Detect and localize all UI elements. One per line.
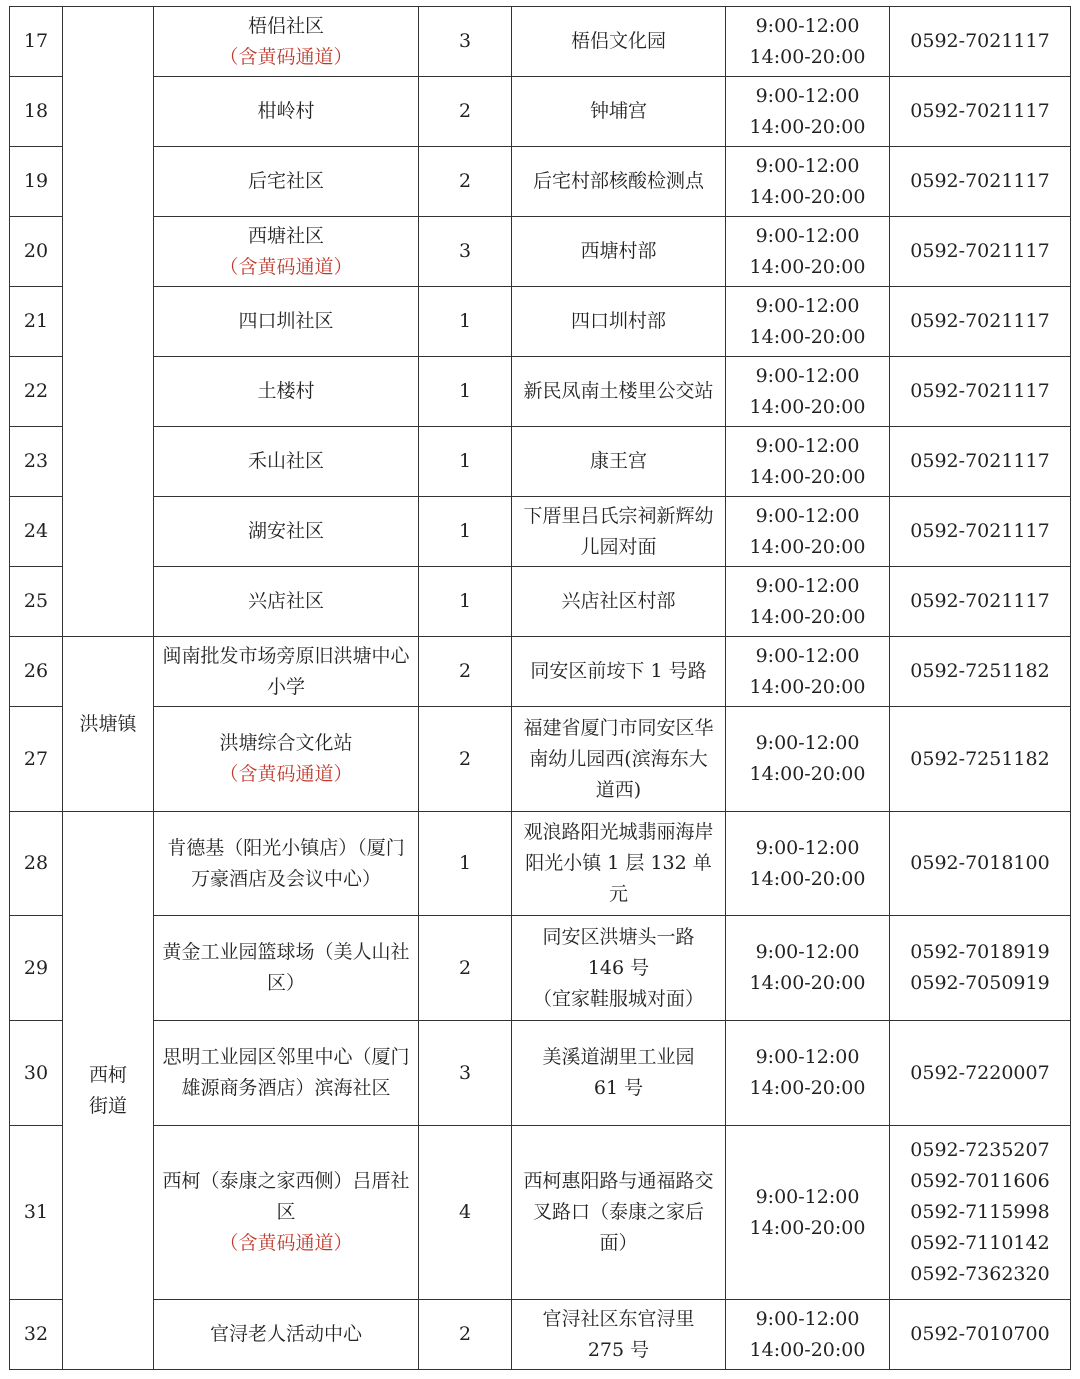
site-count-cell: 2 (419, 637, 512, 707)
location-cell: 同安区前垵下 1 号路 (512, 637, 726, 707)
phone-cell (890, 1300, 1071, 1370)
row-number: 30 (10, 1021, 63, 1126)
location-cell: 西塘村部 (512, 217, 726, 287)
cell-text: 9:00-12:00 (755, 732, 860, 754)
location-cell: 美溪道湖里工业园 61 号 (512, 1021, 726, 1126)
site-name-cell (154, 357, 419, 427)
hours-cell (726, 7, 890, 77)
location-cell: 钟埔宫 (512, 77, 726, 147)
cell-text: 黄金工业园篮球场（美人山社区） (162, 941, 410, 994)
phone-cell (890, 567, 1071, 637)
site-name-cell (154, 812, 419, 916)
phone-cell (890, 1126, 1071, 1300)
hours-cell (726, 217, 890, 287)
table-row (10, 217, 1071, 287)
site-count-cell: 3 (419, 217, 512, 287)
hours-cell (726, 77, 890, 147)
cell-text: 闽南批发市场旁原旧洪塘中心小学 (162, 644, 410, 698)
cell-text: 四口圳社区 (238, 310, 334, 332)
cell-text: 14:00-20:00 (749, 675, 866, 698)
yellow-code-note: （含黄码通道） (219, 255, 353, 278)
row-number: 21 (10, 287, 63, 357)
row-number: 18 (10, 77, 63, 147)
cell-text: 14:00-20:00 (749, 465, 866, 488)
cell-text: 0592-7235207 (910, 1139, 1050, 1161)
site-name-cell (154, 77, 419, 147)
phone-cell (890, 77, 1071, 147)
cell-text: 0592-7018100 (910, 852, 1050, 874)
site-name-cell (154, 147, 419, 217)
hours-cell (726, 357, 890, 427)
cell-text: 9:00-12:00 (755, 836, 860, 859)
cell-text: 14:00-20:00 (749, 185, 866, 208)
hours-cell (726, 147, 890, 217)
cell-text: 9:00-12:00 (755, 941, 860, 963)
cell-text: 14:00-20:00 (749, 763, 866, 785)
cell-text: 9:00-12:00 (755, 504, 860, 527)
table-row (10, 77, 1071, 147)
cell-text: 官浔老人活动中心 (209, 1323, 362, 1345)
phone-cell (890, 637, 1071, 707)
cell-text: 0592-7050919 (910, 972, 1050, 994)
location-cell: 梧侣文化园 (512, 7, 726, 77)
table-row (10, 812, 1071, 916)
cell-text: 0592-7110142 (910, 1232, 1050, 1254)
site-count-cell: 1 (419, 357, 512, 427)
site-name-cell (154, 427, 419, 497)
site-count-cell: 2 (419, 77, 512, 147)
cell-text: 9:00-12:00 (755, 1046, 860, 1068)
site-name-cell (154, 637, 419, 707)
cell-text: 0592-7021117 (910, 240, 1050, 262)
row-number: 26 (10, 637, 63, 707)
cell-text: 14:00-20:00 (749, 1077, 866, 1099)
cell-text: 14:00-20:00 (749, 255, 866, 278)
site-name-cell (154, 916, 419, 1021)
site-name-cell (154, 707, 419, 812)
site-name-cell (154, 567, 419, 637)
cell-text: 西柯（泰康之家西侧）吕厝社区 (162, 1170, 410, 1223)
hours-cell (726, 812, 890, 916)
cell-text: 洪塘综合文化站 (219, 732, 353, 754)
phone-cell (890, 812, 1071, 916)
site-count-cell: 2 (419, 1300, 512, 1370)
site-name-cell (154, 1021, 419, 1126)
location-cell: 康王宫 (512, 427, 726, 497)
location-cell: 观浪路阳光城翡丽海岸阳光小镇 1 层 132 单元 (512, 812, 726, 916)
cell-text: 9:00-12:00 (755, 574, 860, 597)
site-name-cell (154, 1126, 419, 1300)
location-cell: 同安区洪塘头一路 146 号 （宜家鞋服城对面） (512, 916, 726, 1021)
cell-text: 兴店社区 (247, 590, 324, 612)
site-name-cell (154, 1300, 419, 1370)
location-cell: 四口圳村部 (512, 287, 726, 357)
cell-text: 湖安社区 (247, 520, 324, 542)
location-cell: 新民凤南土楼里公交站 (512, 357, 726, 427)
cell-text: 0592-7021117 (910, 310, 1050, 332)
site-count-cell: 1 (419, 497, 512, 567)
cell-text: 0592-7021117 (910, 30, 1050, 52)
site-name-cell (154, 217, 419, 287)
hours-cell (726, 1021, 890, 1126)
cell-text: 0592-7115998 (910, 1201, 1050, 1223)
row-number: 17 (10, 7, 63, 77)
location-cell: 下厝里吕氏宗祠新辉幼儿园对面 (512, 497, 726, 567)
cell-text: 0592-7021117 (910, 450, 1050, 472)
phone-cell (890, 287, 1071, 357)
phone-cell (890, 427, 1071, 497)
site-count-cell: 2 (419, 707, 512, 812)
site-count-cell: 1 (419, 567, 512, 637)
hours-cell (726, 1300, 890, 1370)
cell-text: 0592-7021117 (910, 100, 1050, 122)
district-cell-shared (63, 7, 154, 637)
cell-text: 0592-7362320 (910, 1263, 1050, 1285)
phone-cell (890, 147, 1071, 217)
row-number: 29 (10, 916, 63, 1021)
cell-text: 9:00-12:00 (755, 1307, 860, 1330)
cell-text: 0592-7220007 (910, 1061, 1050, 1084)
site-count-cell: 1 (419, 287, 512, 357)
site-count-cell: 2 (419, 147, 512, 217)
cell-text: 0592-7021117 (910, 520, 1050, 542)
cell-text: 0592-7251182 (910, 660, 1050, 682)
table-row (10, 427, 1071, 497)
site-count-cell: 1 (419, 812, 512, 916)
cell-text: 9:00-12:00 (755, 644, 860, 667)
location-cell: 后宅村部核酸检测点 (512, 147, 726, 217)
district-cell-hongtang: 洪塘镇 (63, 637, 154, 812)
cell-text: 肯德基（阳光小镇店）（厦门万豪酒店及会议中心） (167, 836, 405, 890)
row-number: 25 (10, 567, 63, 637)
cell-text: 9:00-12:00 (755, 1185, 860, 1208)
phone-cell (890, 217, 1071, 287)
cell-text: 14:00-20:00 (749, 1216, 866, 1239)
yellow-code-note: （含黄码通道） (219, 763, 353, 785)
row-number: 31 (10, 1126, 63, 1300)
row-number: 28 (10, 812, 63, 916)
hours-cell (726, 707, 890, 812)
cell-text: 9:00-12:00 (755, 224, 860, 247)
site-count-cell: 3 (419, 1021, 512, 1126)
hours-cell (726, 427, 890, 497)
cell-text: 14:00-20:00 (749, 1338, 866, 1361)
site-count-cell: 2 (419, 916, 512, 1021)
phone-cell (890, 916, 1071, 1021)
site-count-cell: 1 (419, 427, 512, 497)
cell-text: 14:00-20:00 (749, 972, 866, 994)
cell-text: 禾山社区 (247, 450, 324, 472)
district-cell-xike: 西柯 街道 (63, 812, 154, 1370)
phone-cell (890, 707, 1071, 812)
table-row (10, 1021, 1071, 1126)
row-number: 22 (10, 357, 63, 427)
row-number: 24 (10, 497, 63, 567)
site-count-cell: 4 (419, 1126, 512, 1300)
cell-text: 0592-7011606 (910, 1170, 1050, 1192)
cell-text: 14:00-20:00 (749, 535, 866, 558)
hours-cell (726, 497, 890, 567)
hours-cell (726, 287, 890, 357)
cell-text: 0592-7021117 (910, 380, 1050, 402)
location-cell: 官浔社区东官浔里 275 号 (512, 1300, 726, 1370)
cell-text: 9:00-12:00 (755, 294, 860, 317)
table-row (10, 1126, 1071, 1300)
cell-text: 9:00-12:00 (755, 364, 860, 387)
cell-text: 9:00-12:00 (755, 84, 860, 107)
location-cell: 兴店社区村部 (512, 567, 726, 637)
yellow-code-note: （含黄码通道） (219, 1232, 353, 1254)
cell-text: 14:00-20:00 (749, 605, 866, 628)
cell-text: 柑岭村 (257, 100, 315, 122)
testing-sites-table (9, 6, 1071, 1370)
cell-text: 0592-7021117 (910, 170, 1050, 192)
row-number: 19 (10, 147, 63, 217)
cell-text: 9:00-12:00 (755, 434, 860, 457)
cell-text: 14:00-20:00 (749, 325, 866, 348)
cell-text: 后宅社区 (247, 170, 324, 192)
row-number: 32 (10, 1300, 63, 1370)
cell-text: 0592-7251182 (910, 747, 1050, 770)
hours-cell (726, 916, 890, 1021)
cell-text: 9:00-12:00 (755, 154, 860, 177)
table-row (10, 707, 1071, 812)
cell-text: 9:00-12:00 (755, 14, 860, 37)
table-row (10, 567, 1071, 637)
table-row (10, 1300, 1071, 1370)
yellow-code-note: （含黄码通道） (219, 45, 353, 68)
cell-text: 西塘社区 (247, 224, 324, 247)
cell-text: 0592-7010700 (910, 1323, 1050, 1345)
hours-cell (726, 637, 890, 707)
site-count-cell: 3 (419, 7, 512, 77)
cell-text: 14:00-20:00 (749, 395, 866, 418)
site-name-cell (154, 497, 419, 567)
cell-text: 0592-7021117 (910, 590, 1050, 612)
location-cell: 西柯惠阳路与通福路交叉路口（泰康之家后面） (512, 1126, 726, 1300)
phone-cell (890, 497, 1071, 567)
site-name-cell (154, 7, 419, 77)
table-row (10, 357, 1071, 427)
table-row (10, 147, 1071, 217)
site-name-cell (154, 287, 419, 357)
table-row (10, 497, 1071, 567)
location-cell: 福建省厦门市同安区华南幼儿园西(滨海东大道西) (512, 707, 726, 812)
hours-cell (726, 567, 890, 637)
cell-text: 14:00-20:00 (749, 867, 866, 890)
hours-cell (726, 1126, 890, 1300)
cell-text: 14:00-20:00 (749, 45, 866, 68)
phone-cell (890, 1021, 1071, 1126)
table-row (10, 287, 1071, 357)
cell-text: 0592-7018919 (910, 941, 1050, 963)
cell-text: 14:00-20:00 (749, 115, 866, 138)
row-number: 20 (10, 217, 63, 287)
cell-text: 思明工业园区邻里中心（厦门雄源商务酒店）滨海社区 (162, 1046, 410, 1099)
table-row (10, 916, 1071, 1021)
table-row (10, 7, 1071, 77)
row-number: 23 (10, 427, 63, 497)
cell-text: 梧侣社区 (247, 14, 324, 37)
row-number: 27 (10, 707, 63, 812)
phone-cell (890, 7, 1071, 77)
table-row (10, 637, 1071, 707)
phone-cell (890, 357, 1071, 427)
cell-text: 土楼村 (257, 380, 315, 402)
